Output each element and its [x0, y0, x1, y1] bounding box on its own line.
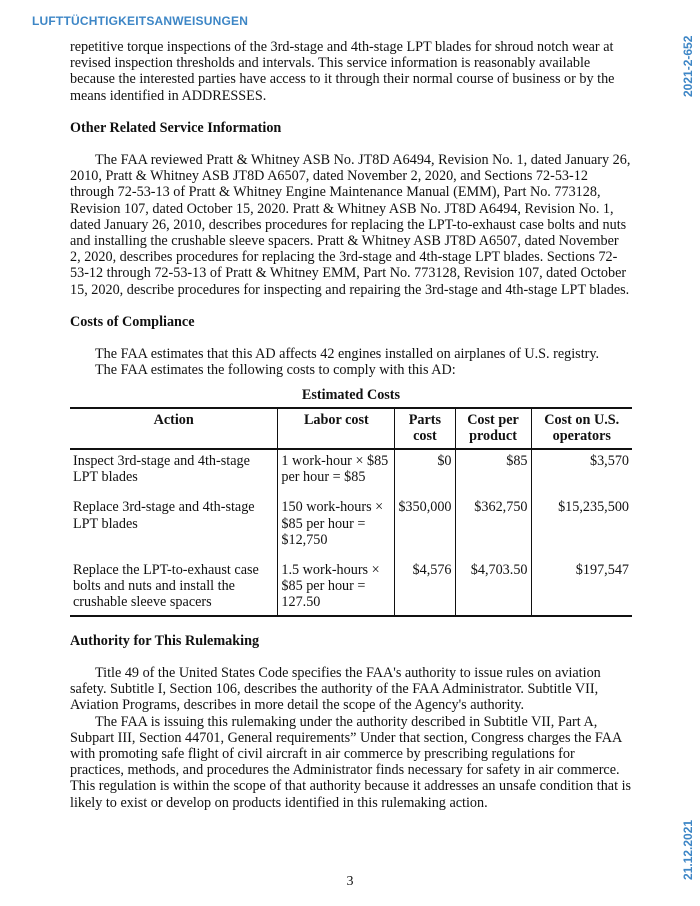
column-header-parts-cost: Parts cost	[395, 408, 455, 449]
document-date: 21.12.2021	[681, 819, 695, 881]
authority-paragraph-1: Title 49 of the United States Code specifies the FAA's authority to issue rules on aviation safety. Subtitle I, Section 106, describes the authority of the FAA Administrator. Subtitle VII, Aviation Programs, describes in more detail the scope of the Agency's authority.	[70, 664, 601, 714]
cell-action: Replace the LPT-to-exhaust case bolts and nuts and install the crushable sleeve spacers	[73, 562, 259, 611]
table-row	[70, 489, 632, 552]
cell-action: Replace 3rd-stage and 4th-stage LPT blades	[73, 499, 255, 532]
section-heading-authority: Authority for This Rulemaking	[70, 632, 260, 649]
section-heading-related-info: Other Related Service Information	[70, 119, 282, 136]
cell-action: Inspect 3rd-stage and 4th-stage LPT blades	[73, 453, 250, 486]
intro-paragraph: repetitive torque inspections of the 3rd-stage and 4th-stage LPT blades for shroud notch wear at revised inspection thresholds and intervals. This service information is reasonably available because the interested parties have access to it through their normal course of business or by the means identified in ADDRESSES.	[70, 39, 615, 104]
cell-cost-on-operators: $197,547	[531, 552, 632, 616]
estimated-costs-table	[70, 407, 632, 617]
related-info-paragraph: The FAA reviewed Pratt & Whitney ASB No. JT8D A6494, Revision No. 1, dated January 26, 2010, Pratt & Whitney ASB JT8D A6507, dated November 2, 2020, and Sections 72-53-12 through 72-53-13 of Pratt & Whitney Engine Maintenance Manual (EMM), Part No. 773128, Revision 107, dated October 15, 2020. Pratt & Whitney ASB No. JT8D A6494, Revision No. 1, dated January 26, 2010, describes procedures for replacing the LPT-to-exhaust case bolts and nuts and installing the crushable sleeve spacers. Pratt & Whitney ASB JT8D A6507, dated November 2, 2020, describes procedures for replacing the 3rd-stage and 4th-stage LPT blades. Sections 72-53-12 through 72-53-13 of Pratt & Whitney EMM, Part No. 773128, Revision 107, dated October 15, 2020, describe procedures for inspecting and repairing the 3rd-stage and 4th-stage LPT blades.	[70, 152, 631, 298]
authority-paragraph-2: The FAA is issuing this rulemaking under the authority described in Subtitle VII, Part A, Subpart III, Section 44701, General requirements” Under that section, Congress charges the FAA with promoting safe flight of civil aircraft in air commerce by prescribing regulations for practices, methods, and procedures the Administrator finds necessary for safety in air commerce. This regulation is within the scope of that authority because it addresses an unsafe condition that is likely to exist or develop on products identified in this rulemaking action.	[70, 713, 632, 811]
cell-labor-cost: 1 work-hour × $85 per hour = $85	[278, 449, 395, 489]
cell-parts-cost: $4,576	[395, 552, 455, 616]
table-row	[70, 449, 632, 489]
cell-cost-on-operators: $3,570	[531, 449, 632, 489]
table-header-row	[70, 408, 632, 449]
column-header-action: Action	[153, 411, 194, 428]
document-header: LUFTTÜCHTIGKEITSANWEISUNGEN	[32, 14, 249, 28]
document-body	[70, 39, 632, 811]
cell-cost-on-operators: $15,235,500	[531, 489, 632, 552]
column-header-cost-per-product: Cost per product	[455, 408, 531, 449]
column-header-cost-on-operators: Cost on U.S. operators	[531, 408, 632, 449]
costs-paragraph-1: The FAA estimates that this AD affects 42 engines installed on airplanes of U.S. registry.	[95, 346, 600, 363]
cell-parts-cost: $350,000	[395, 489, 455, 552]
table-caption: Estimated Costs	[301, 387, 401, 404]
cell-labor-cost: 150 work-hours × $85 per hour = $12,750	[278, 489, 395, 552]
cell-cost-per-product: $85	[455, 449, 531, 489]
cell-cost-per-product: $4,703.50	[455, 552, 531, 616]
page-number: 3	[346, 874, 354, 889]
document-number: 2021-2-652	[681, 35, 695, 97]
column-header-labor-cost: Labor cost	[278, 408, 395, 449]
section-heading-costs: Costs of Compliance	[70, 313, 195, 330]
cell-labor-cost: 1.5 work-hours × $85 per hour = 127.50	[278, 552, 395, 616]
table-row	[70, 552, 632, 616]
cell-parts-cost: $0	[395, 449, 455, 489]
cell-cost-per-product: $362,750	[455, 489, 531, 552]
costs-paragraph-2: The FAA estimates the following costs to comply with this AD:	[95, 362, 456, 379]
